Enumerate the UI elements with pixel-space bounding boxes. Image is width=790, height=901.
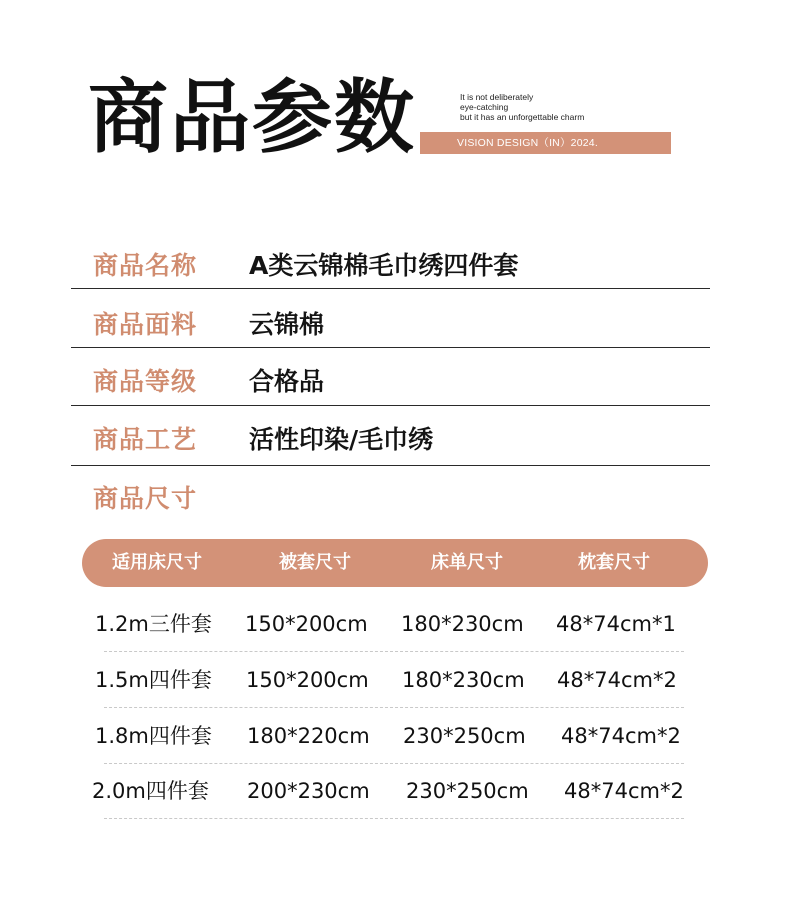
tagline-line: eye-catching — [460, 102, 509, 112]
header-pillowcase-size: 枕套尺寸 — [578, 552, 650, 573]
divider — [71, 288, 710, 289]
dashed-divider — [104, 818, 684, 819]
tagline — [460, 92, 584, 122]
header-sheet-size: 床单尺寸 — [431, 552, 503, 573]
param-row-size — [71, 465, 710, 523]
table-cell: 48*74cm*2 — [557, 668, 677, 692]
dashed-divider — [104, 763, 684, 764]
param-row-name — [71, 232, 710, 290]
table-cell: 150*200cm — [245, 612, 368, 636]
table-cell: 1.8m四件套 — [95, 724, 212, 748]
table-cell: 48*74cm*2 — [561, 724, 681, 748]
dashed-divider — [104, 651, 684, 652]
table-row — [80, 604, 710, 644]
dashed-divider — [104, 707, 684, 708]
table-cell: 150*200cm — [246, 668, 369, 692]
param-value: A类云锦棉毛巾绣四件套 — [249, 251, 519, 280]
table-cell: 230*250cm — [403, 724, 526, 748]
table-cell: 180*230cm — [401, 612, 524, 636]
table-row — [80, 716, 710, 756]
param-value: 活性印染/毛巾绣 — [249, 425, 434, 454]
param-label: 商品尺寸 — [93, 484, 198, 513]
table-row — [80, 771, 710, 811]
page-title: 商品参数 — [88, 71, 416, 164]
vision-design-bar: VISION DESIGN（IN）2024. — [420, 132, 671, 154]
param-label: 商品等级 — [93, 367, 198, 396]
table-cell: 1.2m三件套 — [95, 612, 212, 636]
tagline-line: but it has an unforgettable charm — [460, 112, 585, 122]
table-cell: 1.5m四件套 — [95, 668, 212, 692]
table-cell: 200*230cm — [247, 779, 370, 803]
table-row — [80, 660, 710, 700]
header-bed-size: 适用床尺寸 — [112, 552, 202, 573]
table-cell: 2.0m四件套 — [92, 779, 209, 803]
param-value: 云锦棉 — [249, 310, 325, 339]
param-row-grade — [71, 348, 710, 406]
table-cell: 230*250cm — [406, 779, 529, 803]
tagline-line: It is not deliberately — [460, 92, 534, 102]
size-table-header — [82, 539, 708, 587]
param-label: 商品工艺 — [93, 425, 198, 454]
param-value: 合格品 — [249, 367, 325, 396]
header-duvet-size: 被套尺寸 — [279, 552, 351, 573]
table-cell: 48*74cm*2 — [564, 779, 684, 803]
param-row-fabric — [71, 291, 710, 349]
param-label: 商品名称 — [93, 251, 198, 280]
table-cell: 48*74cm*1 — [556, 612, 676, 636]
table-cell: 180*230cm — [402, 668, 525, 692]
param-label: 商品面料 — [93, 310, 198, 339]
table-cell: 180*220cm — [247, 724, 370, 748]
param-row-craft — [71, 406, 710, 464]
